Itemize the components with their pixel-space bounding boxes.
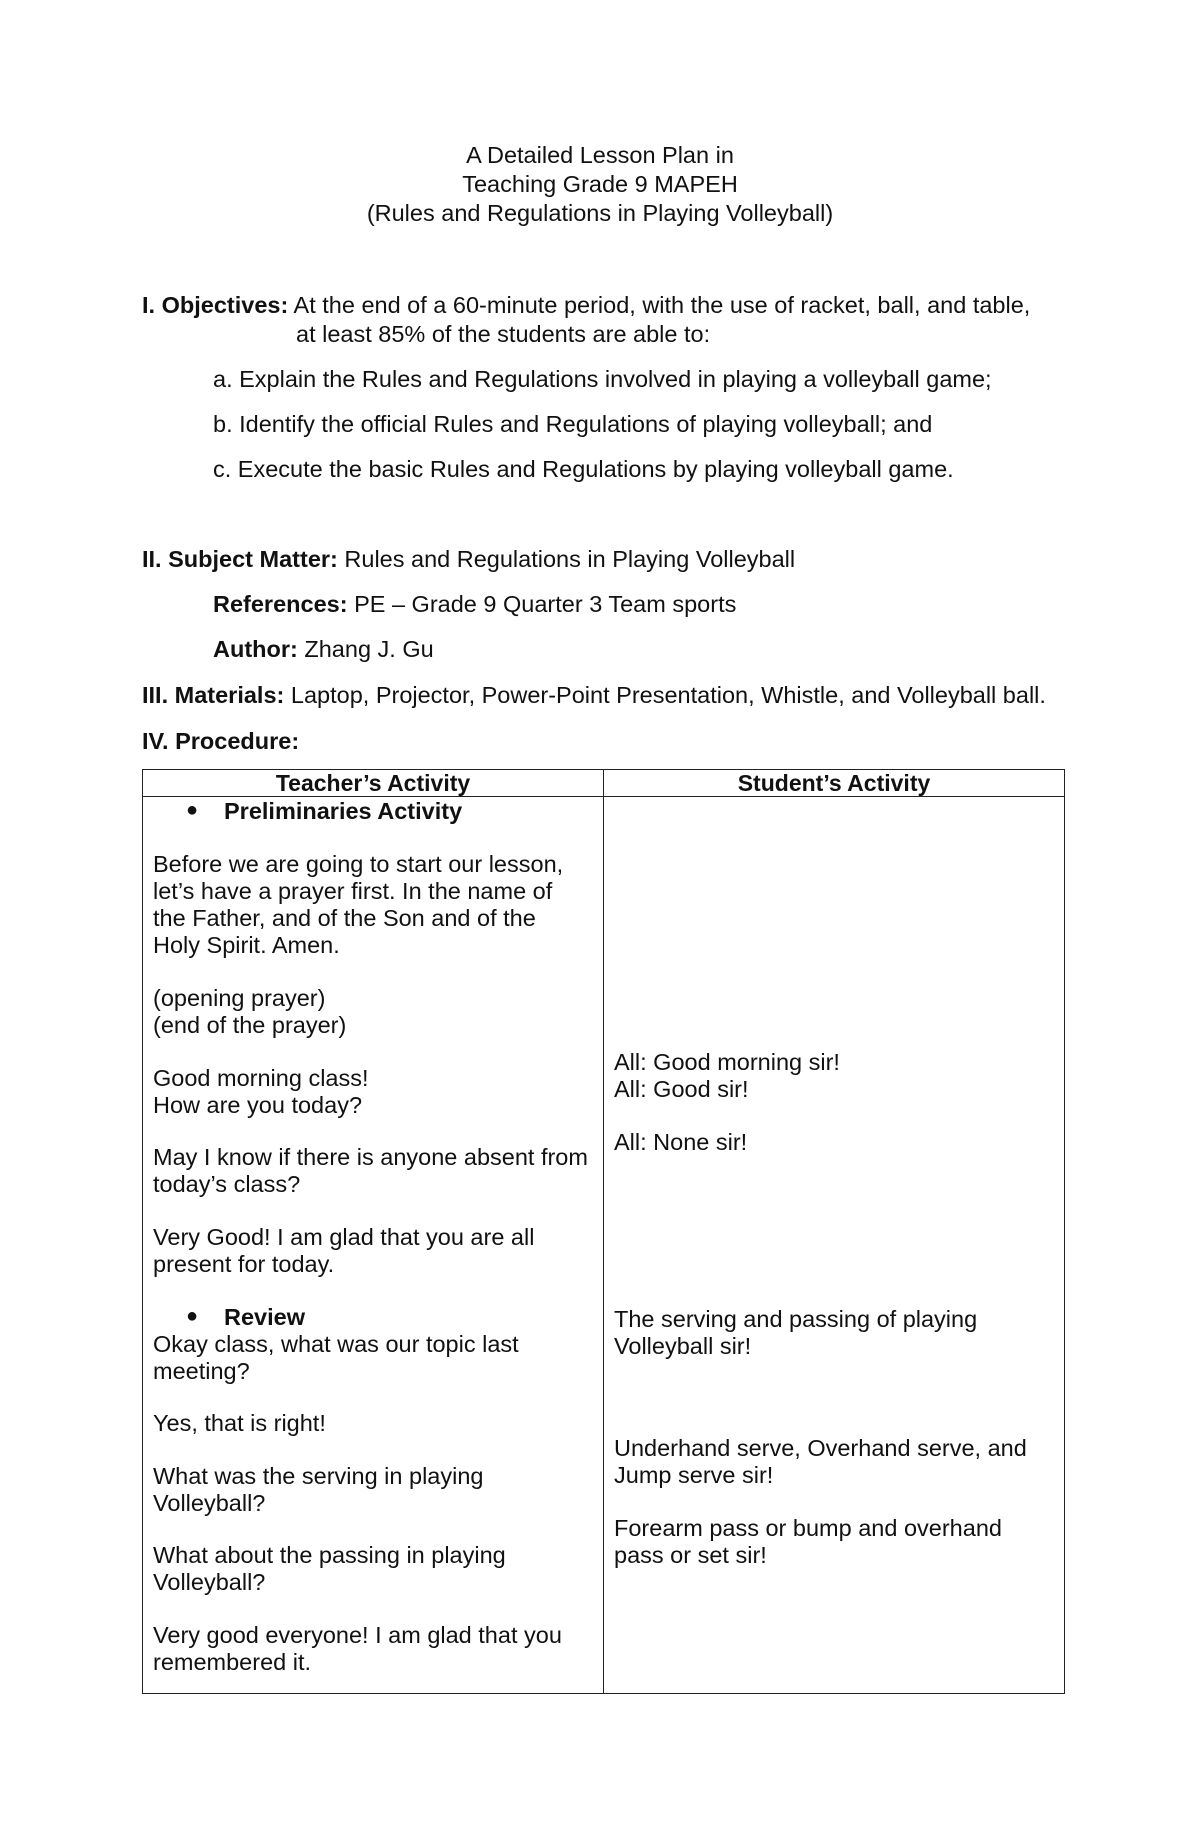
teacher-line: Volleyball? [153,1490,266,1516]
teacher-line: What about the passing in playing [153,1542,506,1568]
student-line: Forearm pass or bump and overhand [614,1515,1002,1541]
teacher-line: Very Good! I am glad that you are all [153,1224,535,1250]
student-line: The serving and passing of playing [614,1306,978,1332]
procedure-table [142,769,1065,1694]
student-line: All: Good morning sir! [614,1049,840,1075]
teacher-line: Yes, that is right! [153,1410,326,1436]
teacher-activity-header: Teacher’s Activity [143,770,604,797]
objectives-row [142,291,1030,319]
author-value: Zhang J. Gu [304,636,434,662]
author-row [213,635,434,663]
teacher-line: Very good everyone! I am glad that you [153,1622,562,1648]
student-line: Jump serve sir! [614,1462,774,1488]
materials-value: Laptop, Projector, Power-Point Presentation, Whistle, and Volleyball ball. [290,682,1046,708]
procedure-table-header [143,770,1065,797]
objectives-label: I. Objectives: [142,292,289,318]
teacher-line: (opening prayer) [153,985,326,1011]
author-label: Author: [213,636,298,662]
materials-label: III. Materials: [142,682,285,708]
references-label: References: [213,591,348,617]
objective-item-b: b. Identify the official Rules and Regulations of playing volleyball; and [213,411,933,437]
materials-row [142,681,1046,709]
teacher-line: What was the serving in playing [153,1463,484,1489]
teacher-line: present for today. [153,1251,335,1277]
student-line: pass or set sir! [614,1542,767,1568]
student-activity-header: Student’s Activity [604,770,1065,797]
teacher-line: Holy Spirit. Amen. [153,932,340,958]
teacher-line: Volleyball? [153,1569,266,1595]
document-title-line-3: (Rules and Regulations in Playing Volleyball) [366,200,834,226]
teacher-line: today’s class? [153,1171,301,1197]
student-line: All: None sir! [614,1129,748,1155]
objective-item-a: a. Explain the Rules and Regulations involved in playing a volleyball game; [213,366,992,392]
teacher-line: let’s have a prayer first. In the name of [153,878,553,904]
student-activity-cell [604,797,1065,1694]
teacher-line: Before we are going to start our lesson, [153,851,564,877]
student-line: All: Good sir! [614,1076,749,1102]
teacher-activity-cell [143,797,604,1694]
teacher-line: the Father, and of the Son and of the [153,905,536,931]
review-heading: Review [224,1304,305,1330]
preliminaries-heading: Preliminaries Activity [224,798,463,824]
objectives-intro-line-2: at least 85% of the students are able to: [296,321,711,347]
procedure-heading: IV. Procedure: [142,728,300,754]
references-row [213,590,736,618]
teacher-line: May I know if there is anyone absent from [153,1144,588,1170]
subject-matter-row [142,545,795,573]
teacher-line: How are you today? [153,1092,363,1118]
document-title-line-2: Teaching Grade 9 MAPEH [462,171,738,197]
student-line: Volleyball sir! [614,1333,752,1359]
bullet-icon: ● [186,1305,199,1327]
document-title-line-1: A Detailed Lesson Plan in [466,142,734,168]
teacher-line: (end of the prayer) [153,1012,347,1038]
subject-matter-label: II. Subject Matter: [142,546,338,572]
teacher-line: Okay class, what was our topic last [153,1331,519,1357]
student-line: Underhand serve, Overhand serve, and [614,1435,1027,1461]
references-value: PE – Grade 9 Quarter 3 Team sports [354,591,737,617]
teacher-line: meeting? [153,1358,250,1384]
objective-item-c: c. Execute the basic Rules and Regulations by playing volleyball game. [213,456,954,482]
subject-matter-value: Rules and Regulations in Playing Volleyball [344,546,796,572]
teacher-line: Good morning class! [153,1065,369,1091]
objectives-intro-line-1: At the end of a 60-minute period, with the use of racket, ball, and table, [293,292,1031,318]
procedure-table-row [143,797,1065,1694]
teacher-line: remembered it. [153,1649,312,1675]
bullet-icon: ● [186,799,199,821]
